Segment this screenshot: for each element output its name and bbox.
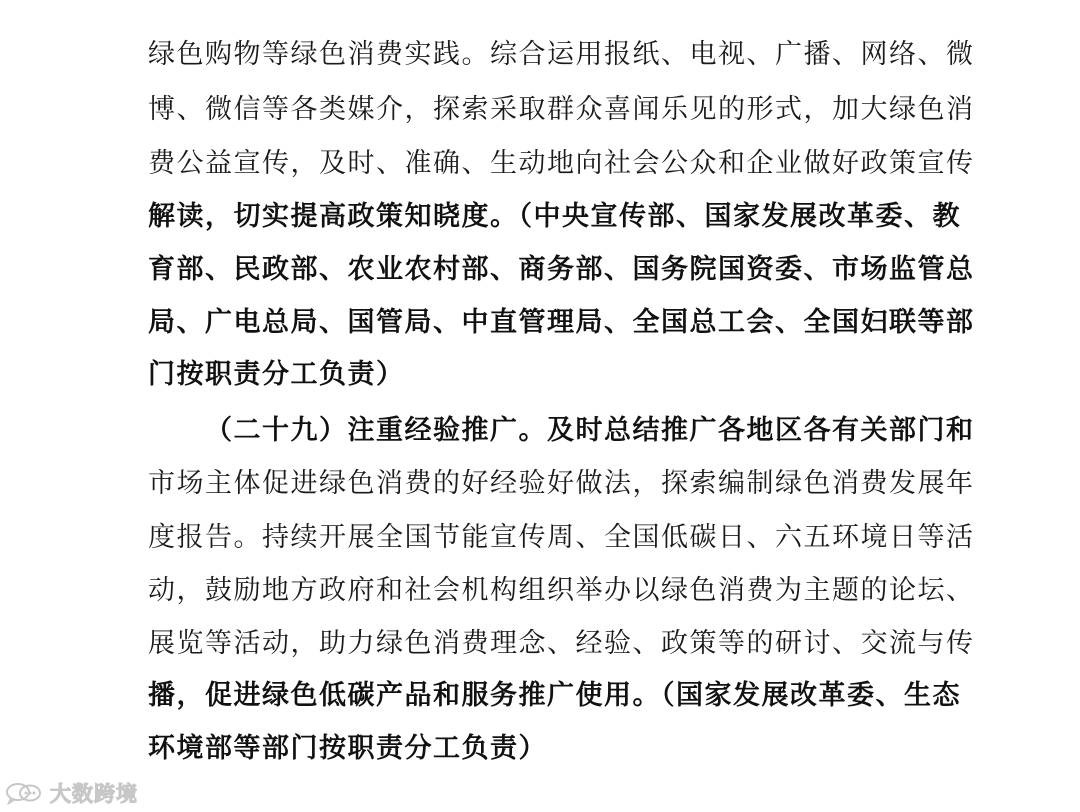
text-line: 度报告。持续开展全国节能宣传周、全国低碳日、六五环境日等活 (148, 522, 975, 553)
text-line: 绿色购物等绿色消费实践。综合运用报纸、电视、广播、网络、微 (148, 39, 975, 70)
text-line: 门按职责分工负责） (148, 359, 405, 390)
text-line: 育部、民政部、农业农村部、商务部、国务院国资委、市场监管总 (148, 254, 975, 285)
text-line: 环境部等部门按职责分工负责） (148, 733, 547, 764)
text-line: 博、微信等各类媒介，探索采取群众喜闻乐见的形式，加大绿色消 (148, 94, 975, 125)
text-line: 费公益宣传，及时、准确、生动地向社会公众和企业做好政策宣传 (148, 148, 975, 179)
text-line: 局、广电总局、国管局、中直管理局、全国总工会、全国妇联等部 (148, 307, 975, 338)
text-line: 播，促进绿色低碳产品和服务推广使用。（国家发展改革委、生态 (148, 680, 961, 711)
text-line: 解读，切实提高政策知晓度。（中央宣传部、国家发展改革委、教 (148, 201, 961, 232)
watermark (4, 778, 138, 808)
section-heading-line: （二十九）注重经验推广。及时总结推广各地区各有关部门和 (205, 415, 975, 446)
chat-bubbles-logo-icon (4, 781, 44, 805)
text-line: 市场主体促进绿色消费的好经验好做法，探索编制绿色消费发展年 (148, 468, 975, 499)
text-line: 动，鼓励地方政府和社会机构组织举办以绿色消费为主题的论坛、 (148, 575, 975, 606)
watermark-text: 大数跨境 (50, 782, 138, 806)
text-line: 展览等活动，助力绿色消费理念、经验、政策等的研讨、交流与传 (148, 628, 975, 659)
